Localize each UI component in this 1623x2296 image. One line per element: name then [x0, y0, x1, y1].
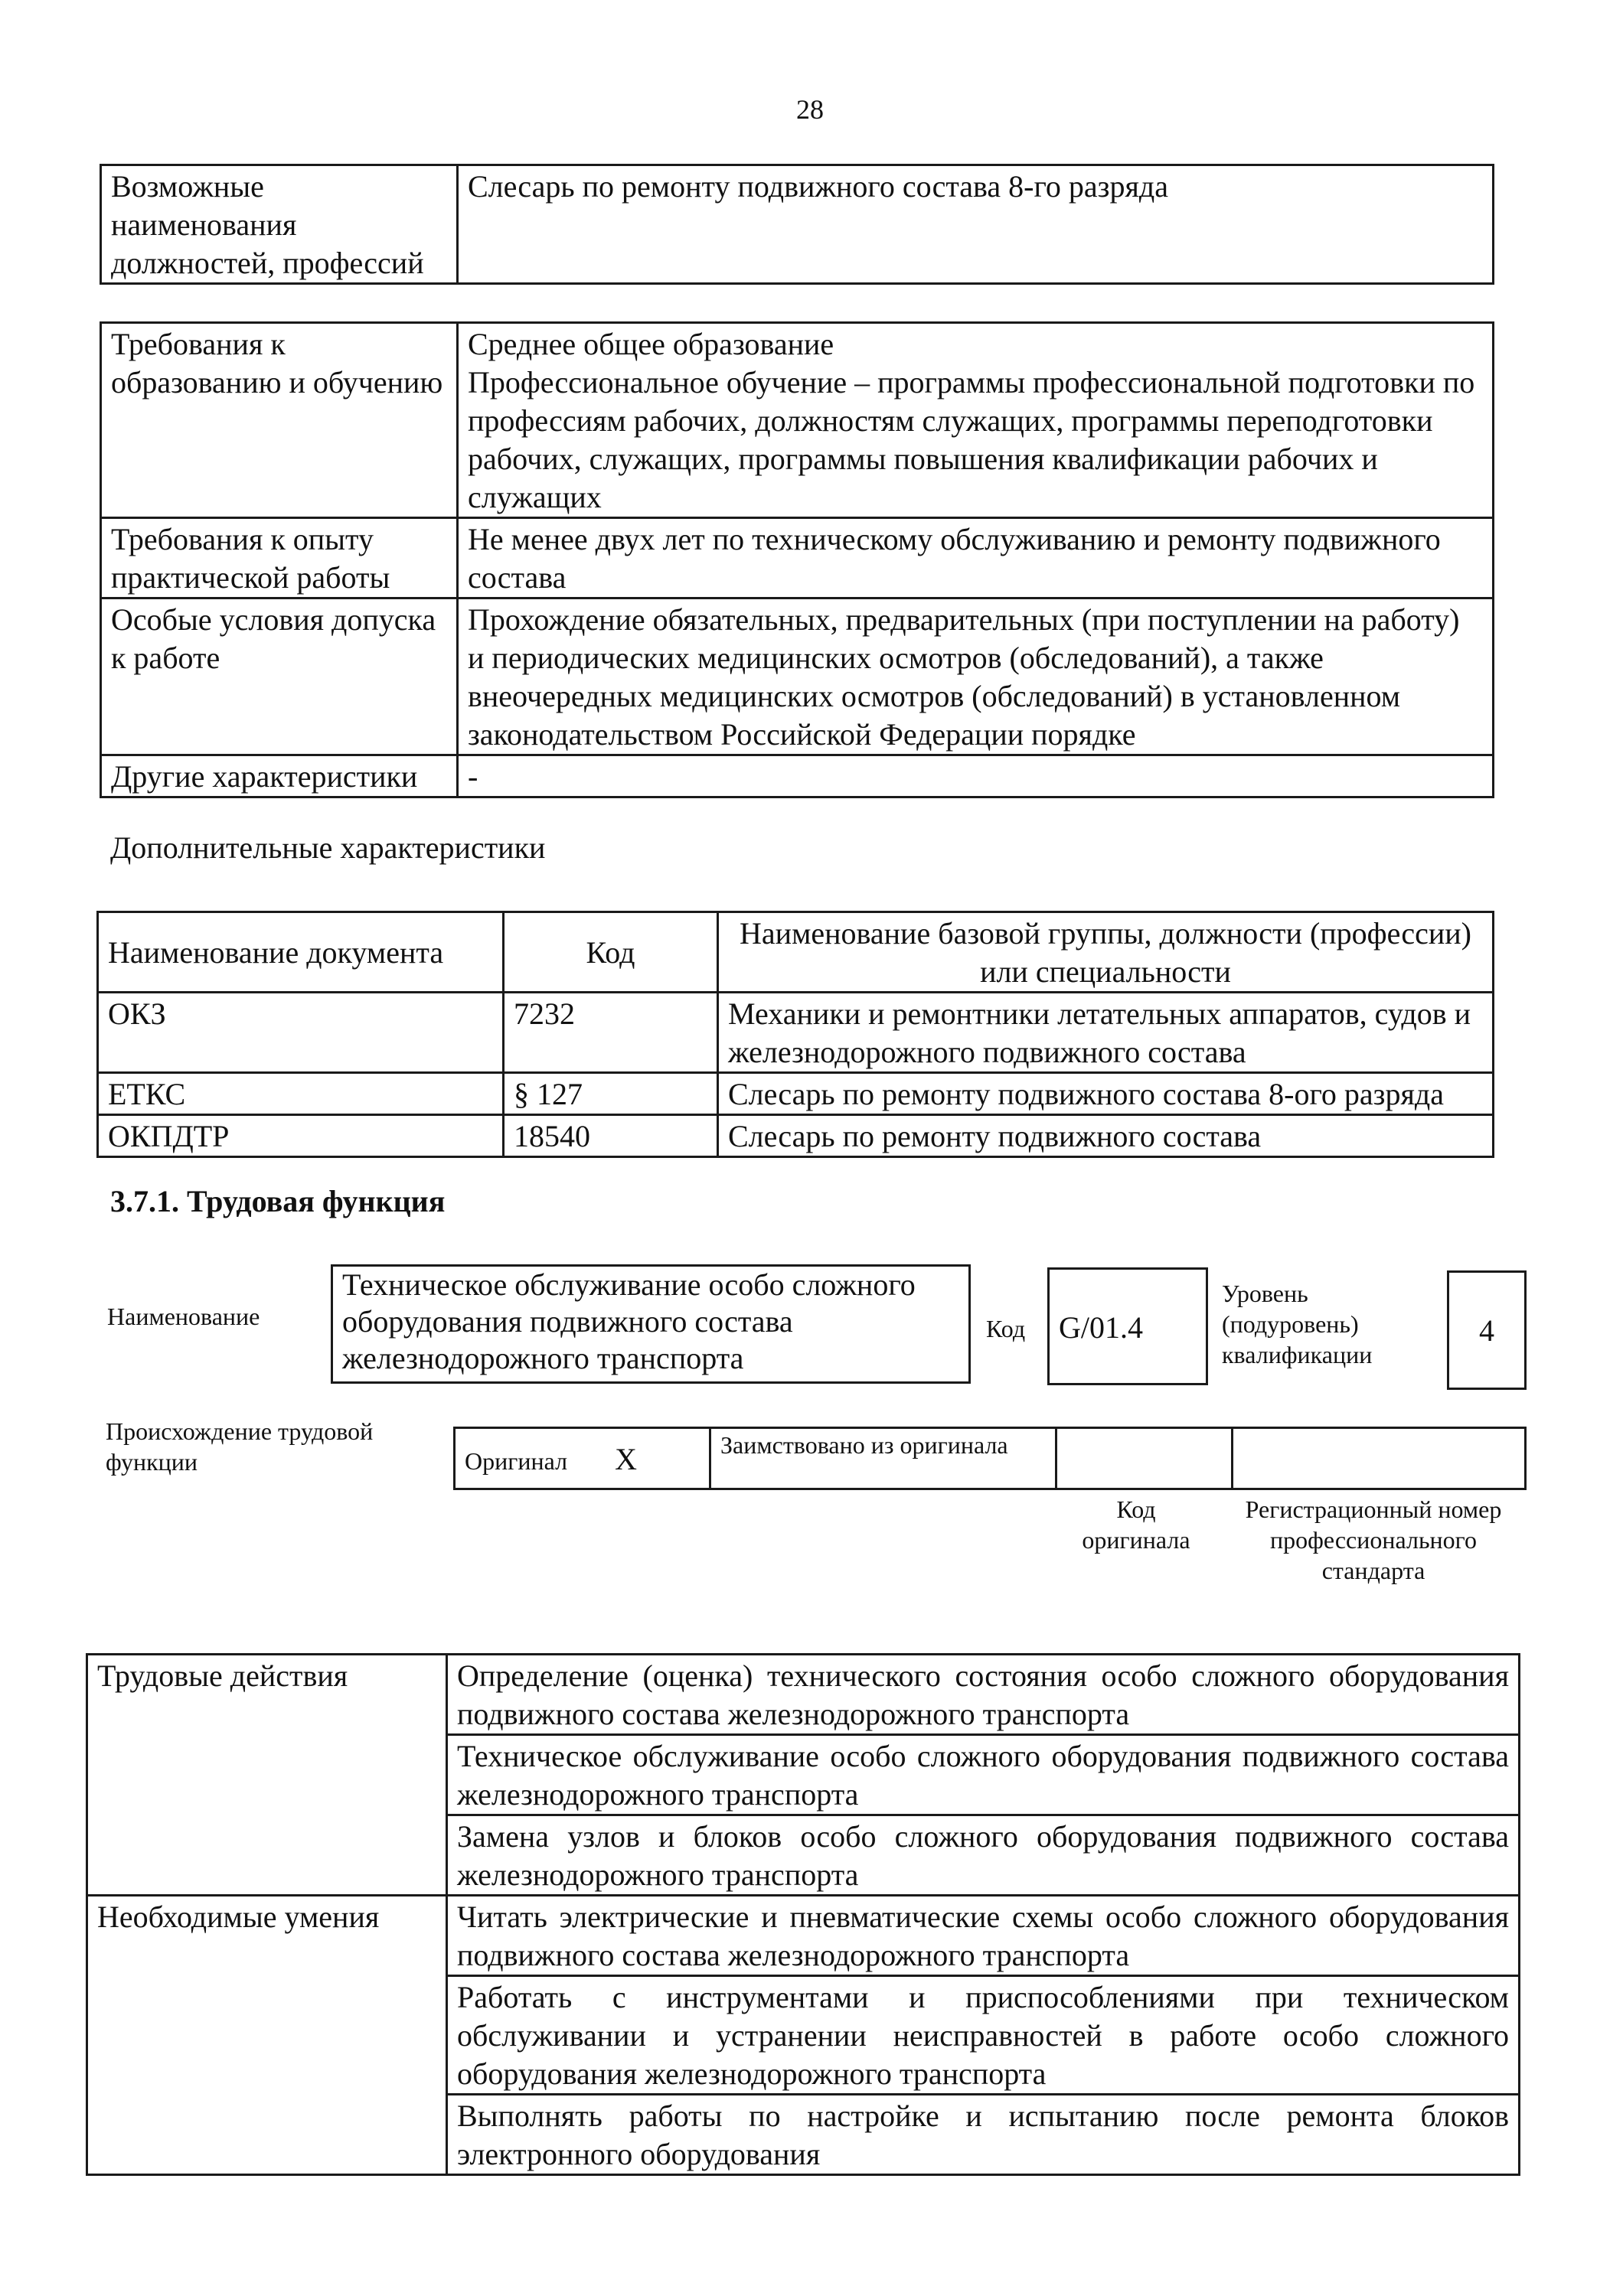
skill-item: Читать электрические и пневматические схемы особо сложного оборудования подвижного состава железнодорожного транспорта [447, 1896, 1520, 1976]
origin-reg-caption: Регистрационный номер профессионального стандарта [1245, 1495, 1502, 1584]
function-name-value: Техническое обслуживание особо сложного оборудования подвижного состава железнодорожного транспорта [342, 1267, 916, 1375]
table-cell: 18540 [504, 1115, 718, 1157]
table-cell: ЕТКС [98, 1073, 504, 1115]
requirements-table [100, 321, 1494, 798]
origin-reg-cell [1233, 1428, 1526, 1489]
level-box [1447, 1270, 1527, 1390]
positions-value: Слесарь по ремонту подвижного состава 8-го разряда [458, 165, 1494, 284]
table-cell: ОКЗ [98, 993, 504, 1073]
education-value [458, 323, 1494, 518]
table-cell: Слесарь по ремонту подвижного состава [718, 1115, 1494, 1157]
skills-label: Необходимые умения [87, 1896, 447, 2175]
group-header: Наименование базовой группы, должности (профессии) или специальности [718, 912, 1494, 993]
skill-item: Выполнять работы по настройке и испытанию после ремонта блоков электронного оборудования [447, 2095, 1520, 2175]
origin-label: Происхождение трудовой функции [106, 1417, 374, 1476]
function-heading: 3.7.1. Трудовая функция [110, 1184, 446, 1218]
function-code-value: G/01.4 [1059, 1310, 1143, 1345]
origin-borrowed-label: Заимствовано из оригинала [710, 1428, 1056, 1489]
origin-table [453, 1427, 1527, 1490]
table-cell: 7232 [504, 993, 718, 1073]
action-item: Замена узлов и блоков особо сложного оборудования подвижного состава железнодорожного транспорта [447, 1815, 1520, 1896]
education-line-2: Профессиональное обучение – программы профессиональной подготовки по профессиям рабочих, должностям служащих, программы переподготовки рабочих, служащих, программы повышения квалификации рабочих и служащих [468, 365, 1475, 514]
doc-name-header: Наименование документа [98, 912, 504, 993]
action-item: Техническое обслуживание особо сложного оборудования подвижного состава железнодорожного транспорта [447, 1735, 1520, 1815]
origin-original-cell [455, 1428, 710, 1489]
education-label: Требования к образованию и обучению [101, 323, 458, 518]
page-number: 28 [796, 94, 824, 125]
positions-table [100, 164, 1494, 285]
actions-label: Трудовые действия [87, 1655, 447, 1896]
level-label: Уровень (подуровень) квалификации [1222, 1280, 1373, 1368]
table-cell: Механики и ремонтники летательных аппаратов, судов и железнодорожного подвижного состава [718, 993, 1494, 1073]
admission-value: Прохождение обязательных, предварительных (при поступлении на работу) и периодических медицинских осмотров (обследований), а также внеочередных медицинских осмотров (обследований) в установленном законодательством Российской Федерации порядке [458, 598, 1494, 755]
origin-original-label: Оригинал [465, 1446, 568, 1475]
function-code-box [1047, 1267, 1208, 1385]
other-value: - [458, 755, 1494, 797]
actions-skills-table [86, 1653, 1520, 2176]
experience-value: Не менее двух лет по техническому обслуживанию и ремонту подвижного состава [458, 518, 1494, 598]
table-cell: ОКПДТР [98, 1115, 504, 1157]
code-header: Код [504, 912, 718, 993]
admission-label: Особые условия допуска к работе [101, 598, 458, 755]
function-name-box [331, 1264, 971, 1384]
function-code-label: Код [986, 1315, 1026, 1342]
other-label: Другие характеристики [101, 755, 458, 797]
origin-original-mark: X [615, 1441, 637, 1476]
origin-code-caption: Код оригинала [1082, 1495, 1190, 1554]
classifiers-table [96, 911, 1494, 1158]
experience-label: Требования к опыту практической работы [101, 518, 458, 598]
education-line-1: Среднее общее образование [468, 327, 834, 361]
additional-title: Дополнительные характеристики [110, 830, 546, 865]
action-item: Определение (оценка) технического состояния особо сложного оборудования подвижного состава железнодорожного транспорта [447, 1655, 1520, 1735]
positions-label: Возможные наименования должностей, профессий [101, 165, 458, 284]
origin-code-cell [1056, 1428, 1233, 1489]
function-name-label: Наименование [107, 1303, 260, 1330]
level-value: 4 [1479, 1313, 1494, 1348]
table-cell: § 127 [504, 1073, 718, 1115]
skill-item: Работать с инструментами и приспособлениями при техническом обслуживании и устранении неисправностей в работе особо сложного оборудования железнодорожного транспорта [447, 1976, 1520, 2095]
table-cell: Слесарь по ремонту подвижного состава 8-ого разряда [718, 1073, 1494, 1115]
